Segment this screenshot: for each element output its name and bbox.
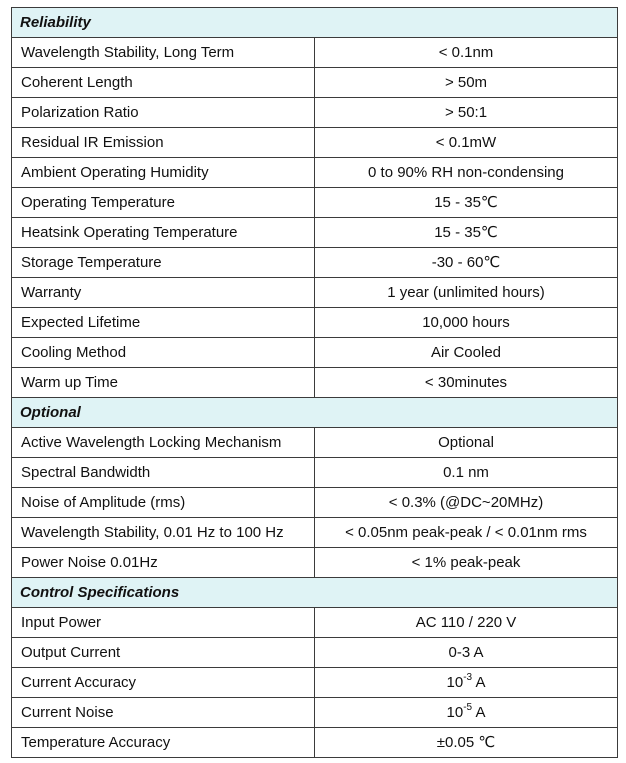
value-exponent: -3 <box>463 672 473 683</box>
spec-value: > 50:1 <box>315 98 618 128</box>
table-row <box>12 668 618 698</box>
section-header-optional <box>12 398 618 428</box>
table-row <box>12 638 618 668</box>
table-row <box>12 518 618 548</box>
spec-label: Power Noise 0.01Hz <box>12 548 315 578</box>
spec-value: 0.1 nm <box>315 458 618 488</box>
value-unit: A <box>475 704 486 721</box>
table-row <box>12 608 618 638</box>
spec-value: < 0.1mW <box>315 128 618 158</box>
spec-value: Optional <box>315 428 618 458</box>
specifications-table <box>11 7 618 758</box>
table-row <box>12 38 618 68</box>
spec-label: Residual IR Emission <box>12 128 315 158</box>
spec-label: Operating Temperature <box>12 188 315 218</box>
section-header-reliability <box>12 8 618 38</box>
table-row <box>12 548 618 578</box>
spec-label: Current Noise <box>12 698 315 728</box>
spec-label: Noise of Amplitude (rms) <box>12 488 315 518</box>
table-row <box>12 98 618 128</box>
table-row <box>12 68 618 98</box>
spec-value: 1 year (unlimited hours) <box>315 278 618 308</box>
spec-value: 0-3 A <box>315 638 618 668</box>
spec-value: < 1% peak-peak <box>315 548 618 578</box>
spec-value <box>315 668 618 698</box>
spec-label: Spectral Bandwidth <box>12 458 315 488</box>
table-row <box>12 308 618 338</box>
table-row <box>12 428 618 458</box>
spec-label: Heatsink Operating Temperature <box>12 218 315 248</box>
section-title: Reliability <box>12 8 618 38</box>
table-row <box>12 458 618 488</box>
spec-label: Output Current <box>12 638 315 668</box>
table-row <box>12 728 618 758</box>
spec-label: Ambient Operating Humidity <box>12 158 315 188</box>
table-row <box>12 278 618 308</box>
spec-label: Cooling Method <box>12 338 315 368</box>
table-row <box>12 488 618 518</box>
section-title: Optional <box>12 398 618 428</box>
value-exponent: -5 <box>463 702 473 713</box>
spec-label: Storage Temperature <box>12 248 315 278</box>
spec-label: Wavelength Stability, 0.01 Hz to 100 Hz <box>12 518 315 548</box>
spec-value: < 0.1nm <box>315 38 618 68</box>
table-row <box>12 218 618 248</box>
spec-value: 0 to 90% RH non-condensing <box>315 158 618 188</box>
value-unit: A <box>475 674 486 691</box>
table-row <box>12 368 618 398</box>
spec-value <box>315 698 618 728</box>
spec-value: Air Cooled <box>315 338 618 368</box>
section-header-control-specifications <box>12 578 618 608</box>
table-row <box>12 158 618 188</box>
spec-value: AC 110 / 220 V <box>315 608 618 638</box>
spec-value: < 30minutes <box>315 368 618 398</box>
table-row <box>12 128 618 158</box>
spec-label: Polarization Ratio <box>12 98 315 128</box>
spec-value: 15 - 35℃ <box>315 218 618 248</box>
spec-label: Warm up Time <box>12 368 315 398</box>
value-base: 10 <box>446 674 464 691</box>
spec-value: < 0.05nm peak-peak / < 0.01nm rms <box>315 518 618 548</box>
spec-label: Current Accuracy <box>12 668 315 698</box>
table-row <box>12 248 618 278</box>
section-title: Control Specifications <box>12 578 618 608</box>
spec-value: 10,000 hours <box>315 308 618 338</box>
spec-label: Warranty <box>12 278 315 308</box>
spec-value: 15 - 35℃ <box>315 188 618 218</box>
spec-value: < 0.3% (@DC~20MHz) <box>315 488 618 518</box>
spec-value: ±0.05 ℃ <box>315 728 618 758</box>
table-row <box>12 188 618 218</box>
spec-label: Expected Lifetime <box>12 308 315 338</box>
spec-label: Input Power <box>12 608 315 638</box>
spec-label: Temperature Accuracy <box>12 728 315 758</box>
spec-value: -30 - 60℃ <box>315 248 618 278</box>
table-row <box>12 338 618 368</box>
spec-value: > 50m <box>315 68 618 98</box>
table-row <box>12 698 618 728</box>
value-base: 10 <box>446 704 464 721</box>
spec-label: Wavelength Stability, Long Term <box>12 38 315 68</box>
spec-label: Active Wavelength Locking Mechanism <box>12 428 315 458</box>
spec-label: Coherent Length <box>12 68 315 98</box>
